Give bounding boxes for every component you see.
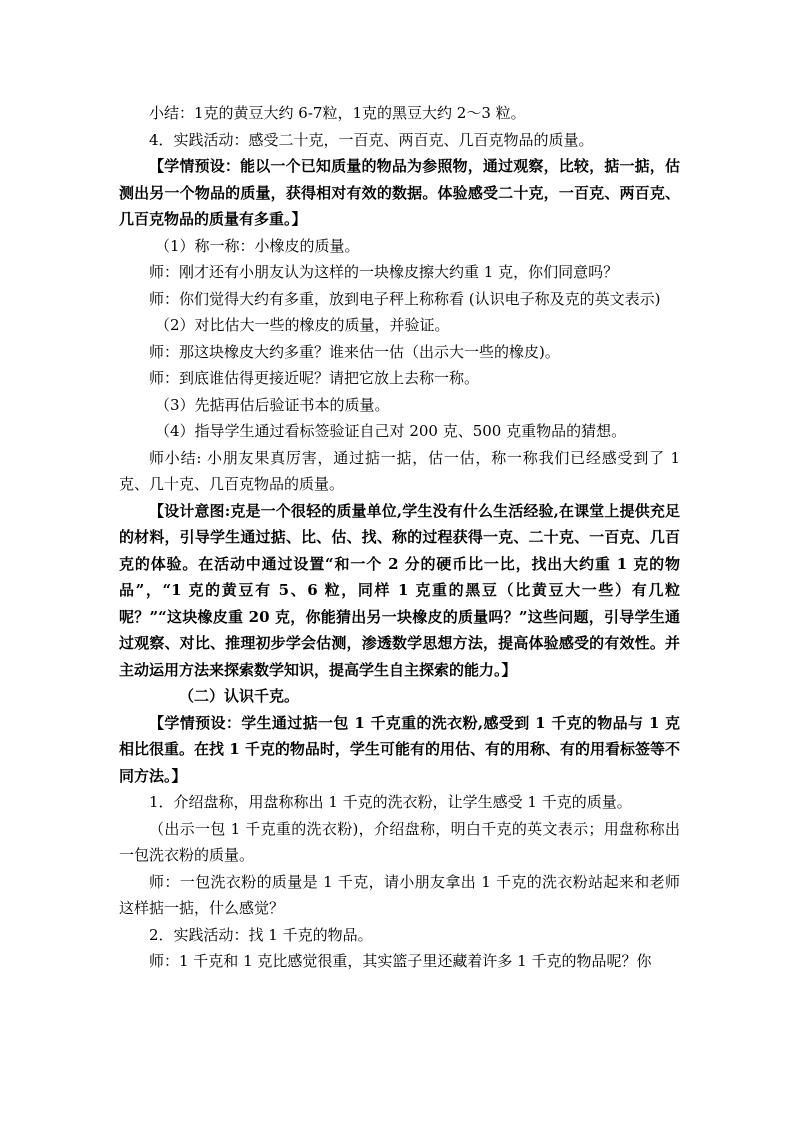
document-body	[119, 100, 680, 975]
paragraph-teacher-1: 师：刚才还有小朋友认为这样的一块橡皮擦大约重 1 克，你们同意吗？	[149, 263, 619, 281]
paragraph-step-4: （4）指导学生通过看标签验证自己对 200 克、500 克重物品的猜想。	[155, 422, 627, 440]
paragraph-step-2: （2）对比估大一些的橡皮的质量，并验证。	[155, 316, 450, 334]
paragraph-teacher-3: 师：那这块橡皮大约多重？谁来估一估（出示大一些的橡皮)。	[149, 342, 560, 361]
paragraph-kg-5: 师：1 千克和 1 克比感觉很重，其实篮子里还藏着许多 1 千克的物品呢？你	[149, 952, 652, 970]
section-heading-kilogram: （二）认识千克。	[179, 687, 300, 705]
paragraph-design-intent: 【设计意图:克是一个很轻的质量单位,学生没有什么生活经验,在课堂上提供充足的材料，引导学生通过掂、比、估、找、称的过程获得一克、二十克、一百克、几百克的体验。在活动中通过设置“和一个 2 分的硬币比一比，找出大约重 1 克的物品”，“1 克的黄豆有 5、6 粒，同样 1 克重的黑豆（比黄豆大一些）有几粒呢？”“这块橡皮重 20 克，你能猜出另一块橡皮的质量吗？”这些问题，引导学生通过观察、对比、推理初步学会估测，渗透数学思想方法，提高体验感受的有效性。并主动运用方法来探索数学知识，提高学生自主探索的能力。】	[119, 501, 680, 679]
paragraph-teacher-2: 师：你们觉得大约有多重，放到电子秤上称称看 (认识电子称及克的英文表示)	[149, 289, 661, 308]
paragraph-activity-4: 4．实践活动：感受二十克，一百克、两百克、几百克物品的质量。	[149, 130, 594, 149]
paragraph-teacher-summary: 师小结: 小朋友果真厉害，通过掂一掂，估一估，称一称我们已经感受到了 1克、几十克、几百克物品的质量。	[119, 448, 680, 493]
paragraph-kg-4: 2．实践活动：找 1 千克的物品。	[149, 925, 373, 944]
paragraph-summary-beans: 小结：1克的黄豆大约 6-7粒，1克的黑豆大约 2～3 粒。	[149, 104, 526, 122]
paragraph-kg-1: 1．介绍盘称，用盘称称出 1 千克的洗衣粉，让学生感受 1 千克的质量。	[149, 793, 632, 811]
paragraph-step-1: （1）称一称：小橡皮的质量。	[155, 236, 360, 255]
paragraph-step-3: （3）先掂再估后验证书本的质量。	[155, 395, 390, 414]
paragraph-learning-preset-2: 【学情预设：学生通过掂一包 1 千克重的洗衣粉,感受到 1 千克的物品与 1 克相比很重。在找 1 千克的物品时，学生可能有的用估、有的用称、有的用看标签等不同方法。】	[119, 713, 680, 785]
paragraph-learning-preset-1: 【学情预设：能以一个已知质量的物品为参照物，通过观察，比较，掂一掂，估测出另一个物品的质量，获得相对有效的数据。体验感受二十克，一百克、两百克、几百克物品的质量有多重。】	[119, 157, 680, 228]
paragraph-kg-2: （出示一包 1 千克重的洗衣粉)，介绍盘称，明白千克的英文表示；用盘称称出一包洗衣粉的质量。	[119, 819, 680, 864]
paragraph-teacher-4: 师：到底谁估得更接近呢？请把它放上去称一称。	[149, 369, 480, 387]
paragraph-kg-3: 师：一包洗衣粉的质量是 1 千克，请小朋友拿出 1 千克的洗衣粉站起来和老师这样掂一掂，什么感觉？	[119, 872, 680, 917]
